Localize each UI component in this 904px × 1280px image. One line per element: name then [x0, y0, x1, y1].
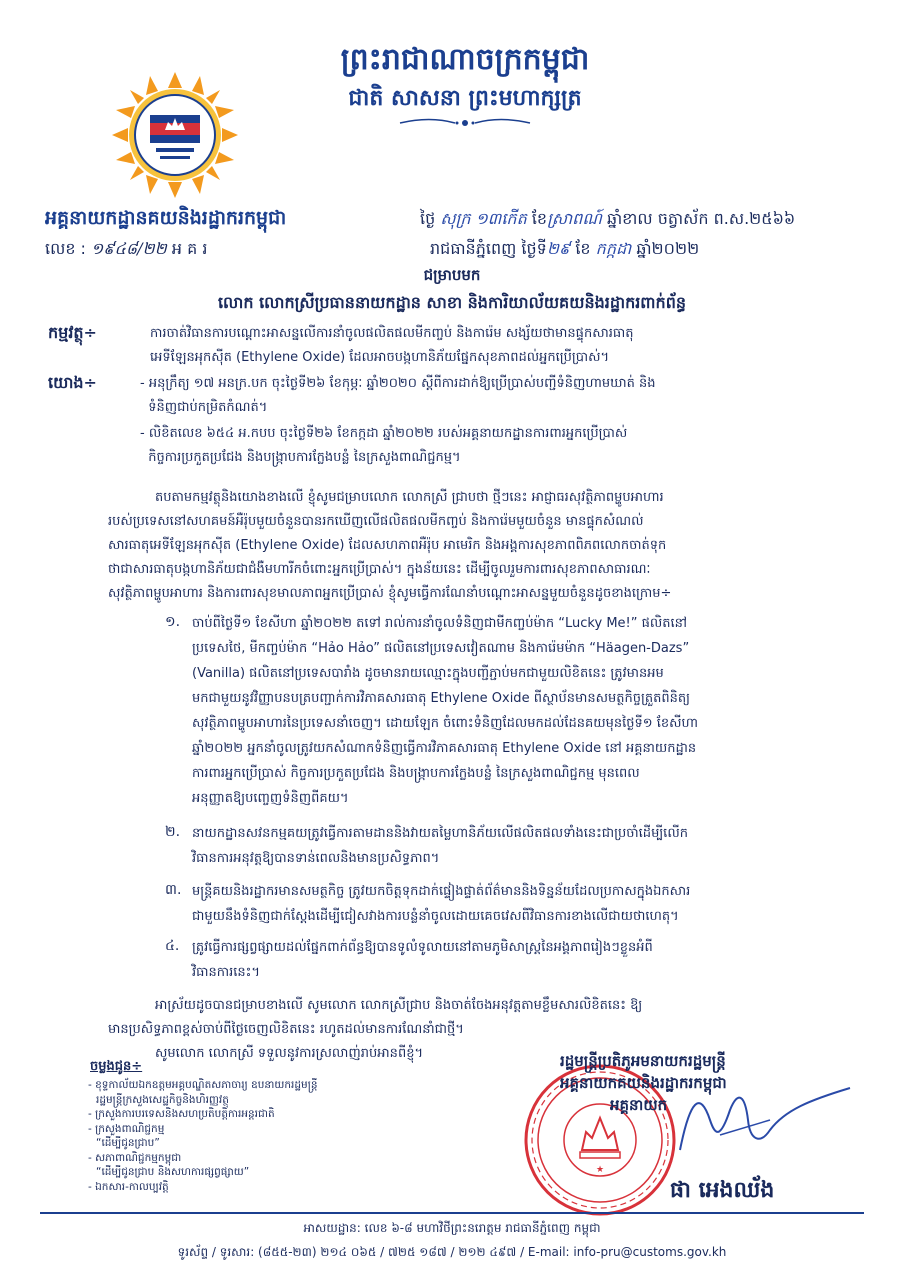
lunar-month-label: ខែ	[531, 209, 548, 228]
recipient: លោក លោកស្រីប្រធាននាយកដ្ឋាន សាខា និងការិយាល័យគយនិងរដ្ឋាករពាក់ព័ន្ធ	[217, 293, 687, 312]
item-line: ចាប់ពីថ្ងៃទី១ ខែសីហា ឆ្នាំ២០២២ តទៅ រាល់ការនាំចូលទំនិញជាមីកញ្ចប់ម៉ាក “Lucky Me!” ផលិតនៅ	[192, 616, 687, 631]
item-number: ១.	[165, 614, 181, 630]
signatory-title-line: អគ្គនាយក	[610, 1096, 668, 1114]
reference-line: - អនុក្រឹត្យ ១៧ អនក្រ.បក ចុះថ្ងៃទី២៦ ខែកុម្ភៈ ឆ្នាំ២០២០ ស្តីពីការដាក់ឱ្យប្រើប្រាស់បញ្ជីទំនិញហាមឃាត់ និង	[140, 376, 656, 391]
closing-line: មានប្រសិទ្ធភាពខ្ពស់ចាប់ពីថ្ងៃចេញលិខិតនេះ រហូតដល់មានការណែនាំជាថ្មី។	[108, 1022, 464, 1037]
kingdom-title: ព្រះរាជាណាចក្រកម្ពុជា	[340, 42, 590, 77]
footer-contact: ទូរស័ព្ទ / ទូរសារ: (៨៥៥-២៣) ២១៤ ០៦៥ / ៧២៥ ១៨៧ / ២១២ ៤៩៧ / E-mail: info-pru@customs.gov.kh	[177, 1245, 727, 1259]
subject-label: កម្មវត្ថុ÷	[48, 323, 97, 342]
item-number: ២.	[165, 824, 181, 840]
reference-line: - លិខិតលេខ ៦៥៤ អ.កបប ចុះថ្ងៃទី២៦ ខែកក្កដា ឆ្នាំ២០២២ របស់អគ្គនាយកដ្ឋានការពារអ្នកប្រើប្រាស់	[140, 426, 628, 441]
footer-divider	[40, 1212, 864, 1214]
signatory-name: ផា អេងឈ័ង	[670, 1177, 775, 1203]
solar-month-label: ខែ	[575, 239, 591, 258]
salutation: ជម្រាបមក	[423, 266, 481, 284]
item-line: មន្ត្រីគយនិងរដ្ឋាករមានសមត្ថកិច្ច ត្រូវយកចិត្តទុកដាក់ផ្ទៀងផ្ទាត់ព័ត៌មាននិងទិន្នន័យដែលប្រកាសក្នុងឯកសារ	[192, 884, 691, 899]
item-number: ៣.	[165, 882, 182, 898]
ref-label: លេខ :	[45, 239, 86, 258]
intro-line: សុវត្ថិភាពម្ហូបអាហារ និងការពារសុខមាលភាពអ្នកប្រើប្រាស់ ខ្ញុំសូមធ្វើការណែនាំបណ្តោះអាសន្នមួយចំនួនដូចខាងក្រោម÷	[108, 586, 672, 601]
item-line: អនុញ្ញាតឱ្យបញ្ចេញទំនិញពីគយ។	[192, 791, 349, 806]
cc-item: - សភាពាណិជ្ជកម្មកម្ពុជា	[88, 1151, 182, 1164]
ref-suffix: អ គ រ	[171, 239, 208, 258]
lunar-prefix: ថ្ងៃ	[420, 209, 436, 228]
item-line: វិធានការនេះ។	[192, 965, 260, 980]
lunar-day: សុក្រ ១៣កើត	[440, 209, 527, 228]
cc-item: “ដើម្បីជូនជ្រាប”	[96, 1137, 160, 1149]
item-line: ការពារអ្នកប្រើប្រាស់ កិច្ចការប្រកួតប្រជែង និងបង្ក្រាបការក្លែងបន្លំ នៃក្រសួងពាណិជ្ជកម្ម មុនពេល	[192, 766, 640, 781]
lunar-month: ស្រាពណ៍	[547, 209, 602, 228]
solar-year: ឆ្នាំ២០២២	[636, 239, 700, 258]
reference-label: យោង÷	[48, 373, 97, 392]
cc-item: - ក្រសួងការបរទេសនិងសហប្រតិបត្តិការអន្តរជាតិ	[88, 1108, 275, 1120]
footer-address: អាសយដ្ឋាន: លេខ ៦-៨ មហាវិថីព្រះនរោត្តម រាជធានីភ្នំពេញ កម្ពុជា	[303, 1221, 601, 1235]
solar-month: កក្កដា	[595, 239, 632, 258]
cc-item: - ឯកសារ-កាលប្បវត្តិ	[88, 1180, 169, 1193]
subject-line-2: អេទីឡែនអុកស៊ីត (Ethylene Oxide) ដែលអាចបង្កហានិភ័យផ្នែកសុខភាពដល់អ្នកប្រើប្រាស់។	[150, 350, 610, 365]
signatory-title	[560, 1050, 727, 1116]
item-number: ៤.	[165, 938, 180, 954]
cc-list	[88, 1078, 418, 1194]
item-line: ឆ្នាំ២០២២ អ្នកនាំចូលត្រូវយកសំណាកទំនិញធ្វើការវិភាគសារធាតុ Ethylene Oxide នៅ អគ្គនាយកដ្ឋាន	[192, 741, 697, 756]
cc-item: រដ្ឋមន្ត្រីក្រសួងសេដ្ឋកិច្ចនិងហិរញ្ញវត្ថុ	[96, 1093, 229, 1106]
lunar-date	[420, 208, 795, 232]
intro-line: សារធាតុអេទីឡែនអុកស៊ីត (Ethylene Oxide) ដែលសហភាពអឺរ៉ុប អាមេរិក និងអង្គការសុខភាពពិភពលោកចាត់ទុក	[108, 538, 667, 553]
reference-line: ទំនិញជាប់កម្រិតកំណត់។	[140, 400, 268, 415]
item-line: សុវត្ថិភាពម្ហូបអាហារនៃប្រទេសនាំចេញ។ ដោយឡែក ចំពោះទំនិញដែលមកដល់ដែនគយមុនថ្ងៃទី១ ខែសីហា	[192, 716, 698, 731]
cc-label: ចម្លងជូន÷	[90, 1059, 143, 1074]
ref-number-value: ១៩៤៨/២២	[91, 239, 167, 258]
intro-line: តបតាមកម្មវត្ថុនិងយោងខាងលើ ខ្ញុំសូមជម្រាបលោក លោកស្រី ជ្រាបថា ថ្មីៗនេះ អាជ្ញាធរសុវត្ថិភាពម្ហូបអាហារ	[155, 490, 664, 505]
reference-number	[45, 238, 207, 262]
item-line: (Vanilla) ផលិតនៅប្រទេសបារាំង ដូចមានរាយឈ្មោះក្នុងបញ្ជីភ្ជាប់មកជាមួយលិខិតនេះ ត្រូវមានអម	[192, 666, 664, 681]
solar-prefix: រាជធានីភ្នំពេញ ថ្ងៃទី	[430, 239, 547, 258]
header-ornament-icon	[395, 116, 535, 130]
intro-line: ថាជាសារធាតុបង្កហានិភ័យជាជំងឺមហារីកចំពោះអ្នកប្រើប្រាស់។ ក្នុងន័យនេះ ដើម្បីចូលរួមការពារសុខភាពសាធារណៈ	[108, 562, 651, 577]
signatory-title-line: រដ្ឋមន្ត្រីប្រតិភូអមនាយករដ្ឋមន្ត្រី	[560, 1052, 726, 1070]
cc-item: “ដើម្បីជូនជ្រាប និងសហការផ្សព្វផ្សាយ”	[96, 1166, 250, 1178]
item-line: មកជាមួយនូវវិញ្ញាបនបត្របញ្ជាក់ការវិភាគសារធាតុ Ethylene Oxide ពីស្ថាប័នមានសមត្ថកិច្ចត្រួតពិនិត្យ	[192, 691, 690, 706]
closing-line: សូមលោក លោកស្រី ទទួលនូវការស្រលាញ់រាប់អានពីខ្ញុំ។	[155, 1046, 424, 1061]
item-line: វិធានការអនុវត្តឱ្យបានទាន់ពេលនិងមានប្រសិទ្ធភាព។	[192, 851, 440, 866]
signatory-title-line: អគ្គនាយកគយនិងរដ្ឋាករកម្ពុជា	[560, 1074, 727, 1092]
national-motto: ជាតិ សាសនា ព្រះមហាក្សត្រ	[348, 85, 582, 111]
item-line: នាយកដ្ឋានសវនកម្មគយត្រូវធ្វើការតាមដាននិងវាយតម្លៃហានិភ័យលើផលិតផលទាំងនេះជាប្រចាំដើម្បីលើក	[192, 826, 688, 841]
customs-emblem-icon	[110, 70, 240, 200]
solar-day: ២៩	[546, 239, 571, 258]
closing-line: អាស្រ័យដូចបានជម្រាបខាងលើ សូមលោក លោកស្រីជ្រាប និងចាត់ចែងអនុវត្តតាមខ្លឹមសារលិខិតនេះ ឱ្យ	[155, 998, 643, 1013]
lunar-year: ឆ្នាំខាល ចត្វាស័ក ព.ស.២៥៦៦	[606, 209, 796, 228]
item-line: ត្រូវធ្វើការផ្សព្វផ្សាយដល់ផ្នែកពាក់ព័ន្ធឱ្យបានទូលំទូលាយនៅតាមភូមិសាស្ត្រនៃអង្គភាពរៀងៗខ្លួនអំពី	[192, 940, 653, 955]
item-line: ជាមួយនឹងទំនិញជាក់ស្តែងដើម្បីជៀសវាងការបន្លំនាំចូលដោយគេចវេសពីវិធានការខាងលើជាយថាហេតុ។	[192, 909, 679, 924]
cc-item: - ក្រសួងពាណិជ្ជកម្ម	[88, 1122, 165, 1135]
svg-text:★: ★	[595, 1165, 605, 1175]
subject-line-1: ការចាត់វិធានការបណ្តោះអាសន្នលើការនាំចូលផលិតផលមីកញ្ចប់ និងការ៉េម សង្ស័យថាមានផ្ទុកសារធាតុ	[150, 326, 634, 341]
solar-date	[430, 238, 699, 262]
reference-line: កិច្ចការប្រកួតប្រជែង និងបង្ក្រាបការក្លែងបន្លំ នៃក្រសួងពាណិជ្ជកម្ម។	[140, 450, 461, 465]
item-line: ប្រទេសថៃ, មីកញ្ចប់ម៉ាក “Hảo Hảo” ផលិតនៅប្រទេសវៀតណាម និងការ៉េមម៉ាក “Häagen-Dazs”	[192, 641, 690, 656]
cc-item: - ខុទ្ទកាល័យឯកឧត្តមអគ្គបណ្ឌិតសភាចារ្យ ឧបនាយករដ្ឋមន្ត្រី	[88, 1079, 318, 1091]
intro-line: របស់ប្រទេសនៅសហគមន៍អឺរ៉ុបមួយចំនួនបានរកឃើញលើផលិតផលមីកញ្ចប់ និងការ៉េមមួយចំនួន មានផ្ទុកសំណល់	[108, 514, 644, 529]
department-name: អគ្គនាយកដ្ឋានគយនិងរដ្ឋាករកម្ពុជា	[45, 207, 287, 229]
